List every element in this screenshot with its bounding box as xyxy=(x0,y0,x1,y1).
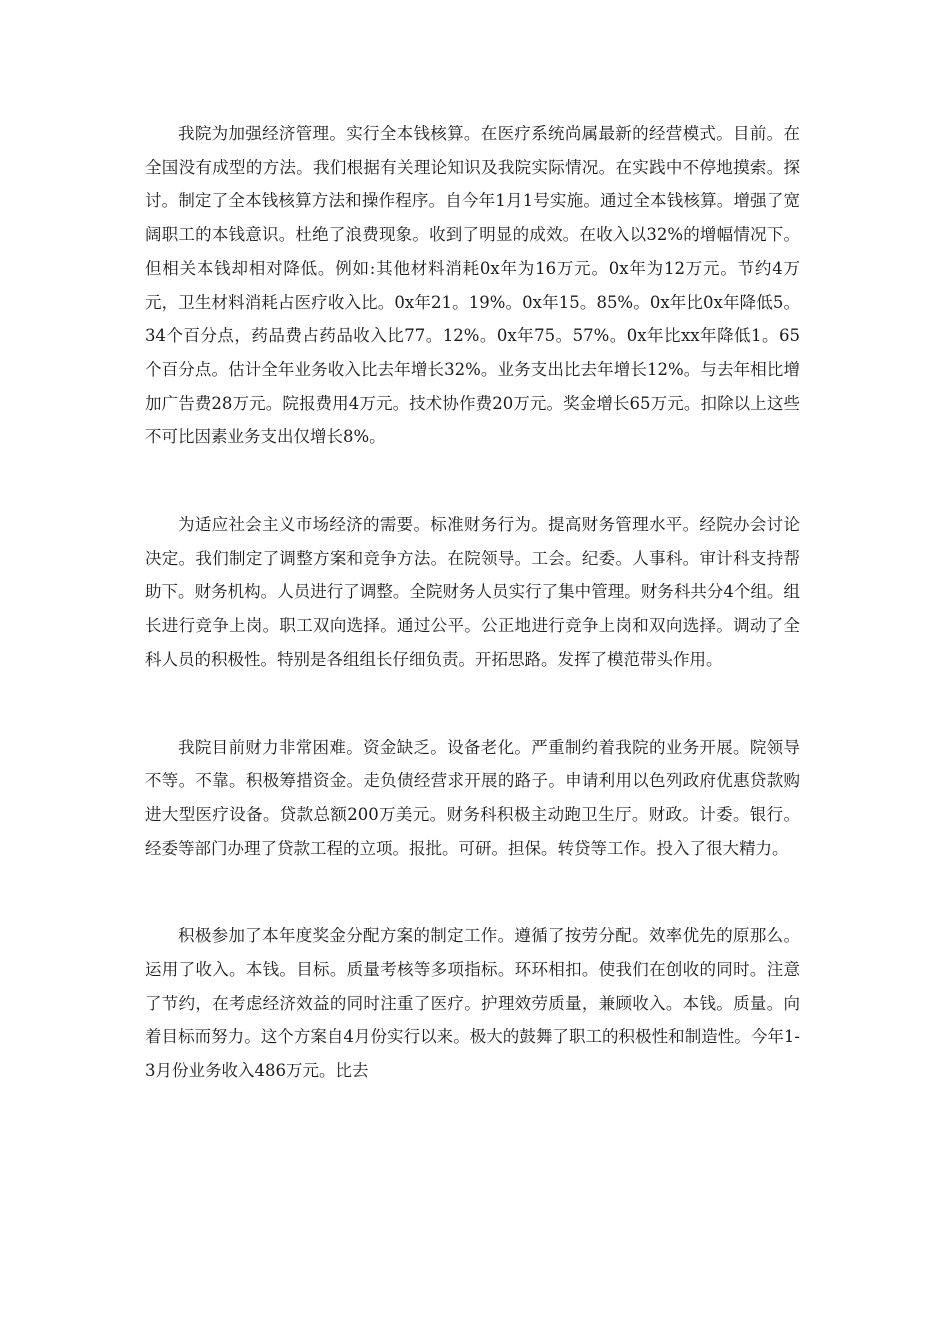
paragraph-finance-reorganization: 为适应社会主义市场经济的需要。标准财务行为。提高财务管理水平。经院办会讨论决定。我们制定了调整方案和竞争方法。在院领导。工会。纪委。人事科。审计科支持帮助下。财务机构。人员进行了调整。全院财务人员实行了集中管理。财务科共分4个组。组长进行竞争上岗。职工双向选择。通过公平。公正地进行竞争上岗和双向选择。调动了全科人员的积极性。特别是各组组长仔细负责。开拓思路。发挥了模范带头作用。 xyxy=(145,515,800,669)
paragraph-cost-accounting: 我院为加强经济管理。实行全本钱核算。在医疗系统尚属最新的经营模式。目前。在全国没有成型的方法。我们根据有关理论知识及我院实际情况。在实践中不停地摸索。探讨。制定了全本钱核算方法和操作程序。自今年1月1号实施。通过全本钱核算。增强了宽阔职工的本钱意识。杜绝了浪费现象。收到了明显的成效。在收入以32%的增幅情况下。但相关本钱却相对降低。例如:其他材料消耗0x年为16万元。0x年为12万元。节约4万元，卫生材料消耗占医疗收入比。0x年21。19%。0x年15。85%。0x年比0x年降低5。34个百分点，药品费占药品收入比77。12%。0x年75。57%。0x年比xx年降低1。65个百分点。估计全年业务收入比去年增长32%。业务支出比去年增长12%。与去年相比增加广告费28万元。院报费用4万元。技术协作费20万元。奖金增长65万元。扣除以上这些不可比因素业务支出仅增长8%。 xyxy=(145,124,800,447)
document-body xyxy=(145,117,800,1142)
paragraph-loan-funding: 我院目前财力非常困难。资金缺乏。设备老化。严重制约着我院的业务开展。院领导不等。不靠。积极筹措资金。走负债经营求开展的路子。申请利用以色列政府优惠贷款购进大型医疗设备。贷款总额200万美元。财务科积极主动跑卫生厅。财政。计委。银行。经委等部门办理了贷款工程的立项。报批。可研。担保。转贷等工作。投入了很大精力。 xyxy=(145,737,800,858)
paragraph-bonus-distribution: 积极参加了本年度奖金分配方案的制定工作。遵循了按劳分配。效率优先的原那么。运用了收入。本钱。目标。质量考核等多项指标。环环相扣。使我们在创收的同时。注意了节约，在考虑经济效益的同时注重了医疗。护理效劳质量，兼顾收入。本钱。质量。向着目标而努力。这个方案自4月份实行以来。极大的鼓舞了职工的积极性和制造性。今年1-3月份业务收入486万元。比去 xyxy=(145,926,800,1081)
